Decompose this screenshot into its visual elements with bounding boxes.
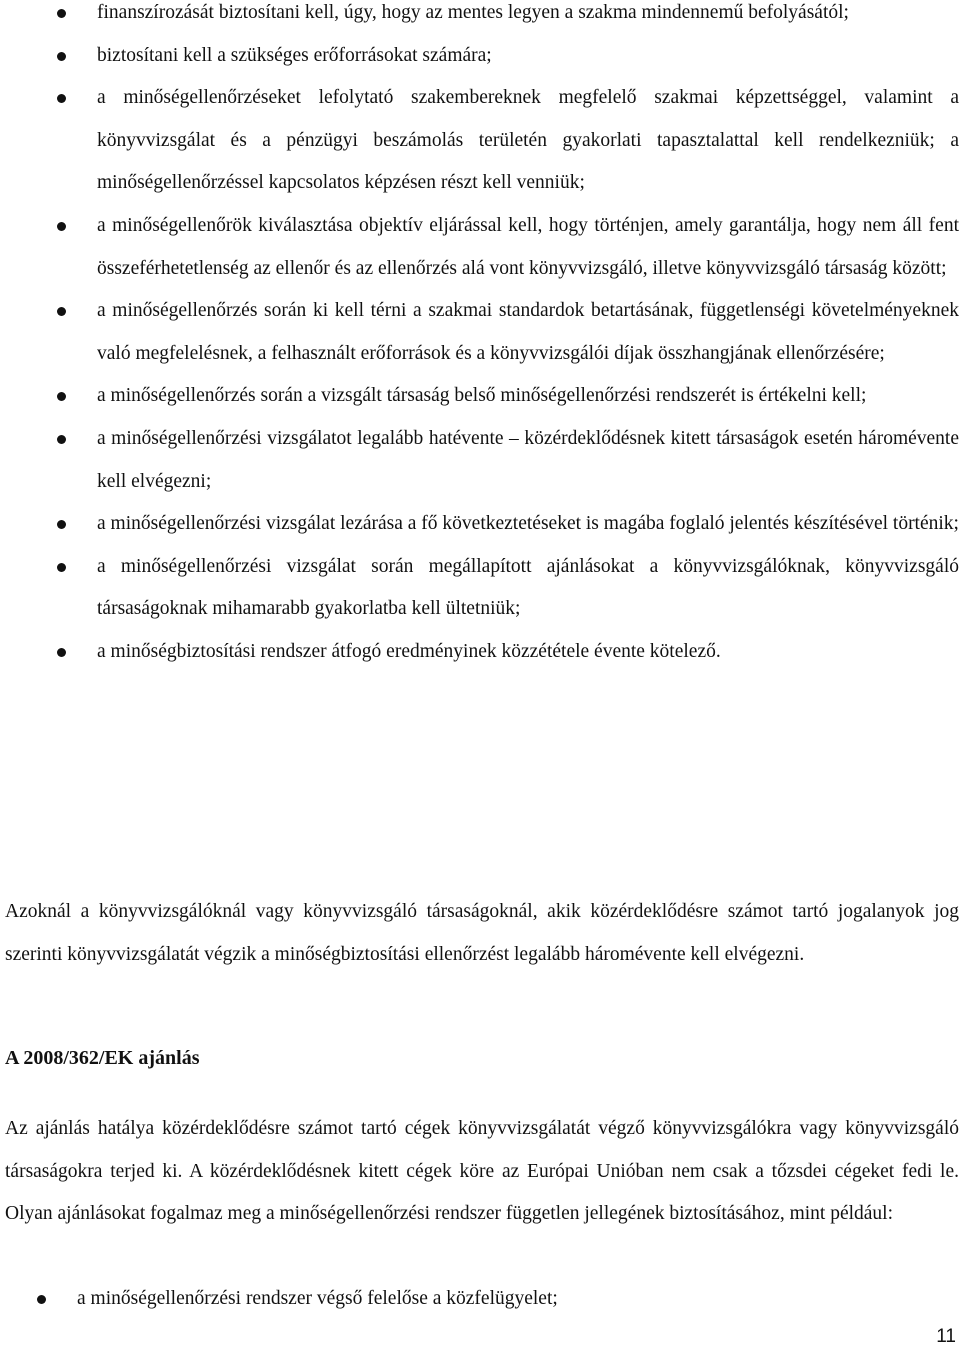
list-item-text: a minőségellenőrzési vizsgálat lezárása a fő következtetéseket is magába foglaló jelentés készítésével történik; (97, 513, 959, 535)
bullet-icon (57, 435, 66, 444)
section-heading: A 2008/362/EK ajánlás (5, 1047, 200, 1069)
bullet-icon (57, 9, 66, 18)
list-item (97, 205, 959, 290)
bullet-icon (57, 563, 66, 572)
bullet-icon (57, 222, 66, 231)
page-number: 11 (936, 1326, 956, 1347)
list-item-text: biztosítani kell a szükséges erőforrásokat számára; (97, 44, 492, 66)
list-item-text: a minőségellenőrzés során a vizsgált társaság belső minőségellenőrzési rendszerét is értékelni kell; (97, 385, 867, 407)
bullet-icon (57, 307, 66, 316)
body-paragraph: Az ajánlás hatálya közérdeklődésre számot tartó cégek könyvvizsgálatát végző könyvvizsgálókra vagy könyvvizsgáló társaságokra terjed ki. A közérdeklődésnek kitett cégek köre az Európai Unióban nem csak a tőzsdei cégeket fedi le. Olyan ajánlásokat fogalmaz meg a minőségellenőrzési rendszer független jellegének biztosításához, mint például: (5, 1118, 959, 1225)
list-item (97, 503, 959, 546)
list-item (97, 35, 959, 78)
list-item-text: a minőségellenőrök kiválasztása objektív eljárással kell, hogy történjen, amely garantálja, hogy nem áll fent összeférhetetlenség az ellenőr és az ellenőrzés alá vont könyvvizsgáló, illetve könyvvizsgáló társaság között; (97, 214, 959, 279)
requirements-bullet-list (97, 0, 959, 674)
list-item (97, 631, 959, 674)
recommendations-bullet-list (77, 1278, 957, 1321)
list-item-text: a minőségbiztosítási rendszer átfogó eredményinek közzététele évente kötelező. (97, 640, 721, 662)
body-paragraph: Azoknál a könyvvizsgálóknál vagy könyvvizsgáló társaságoknál, akik közérdeklődésre számot tartó jogalanyok jog szerinti könyvvizsgálatát végzik a minőségbiztosítási ellenőrzést legalább háromévente kell elvégezni. (5, 901, 959, 965)
bullet-icon (37, 1295, 46, 1304)
bullet-icon (57, 94, 66, 103)
bullet-icon (57, 648, 66, 657)
bullet-icon (57, 392, 66, 401)
list-item (77, 1278, 957, 1321)
list-item-text: a minőségellenőrzés során ki kell térni a szakmai standardok betartásának, függetlenségi követelményeknek való megfelelésnek, a felhasznált erőforrások és a könyvvizsgálói díjak összhangjának ellenőrzésére; (97, 300, 959, 364)
list-item-text: a minőségellenőrzési rendszer végső felelőse a közfelügyelet; (77, 1288, 558, 1309)
bullet-icon (57, 520, 66, 529)
list-item (97, 0, 959, 35)
list-item (97, 418, 959, 503)
list-item-text: a minőségellenőrzési vizsgálatot legalább hatévente – közérdeklődésnek kitett társaságok esetén háromévente kell elvégezni; (97, 427, 959, 492)
list-item (97, 375, 959, 418)
list-item-text: a minőségellenőrzéseket lefolytató szakembereknek megfelelő szakmai képzettséggel, valamint a könyvvizsgálat és a pénzügyi beszámolás területén gyakorlati tapasztalattal kell rendelkezniük; a minőségellenőrzéssel kapcsolatos képzésen részt kell venniük; (97, 87, 959, 194)
list-item (97, 290, 959, 375)
list-item (97, 546, 959, 631)
list-item-text: a minőségellenőrzési vizsgálat során megállapított ajánlásokat a könyvvizsgálóknak, könyvvizsgáló társaságoknak mihamarabb gyakorlatba kell ültetniük; (97, 555, 959, 620)
bullet-icon (57, 52, 66, 61)
list-item-text: finanszírozását biztosítani kell, úgy, hogy az mentes legyen a szakma mindennemű befolyásától; (97, 2, 849, 23)
list-item (97, 77, 959, 205)
